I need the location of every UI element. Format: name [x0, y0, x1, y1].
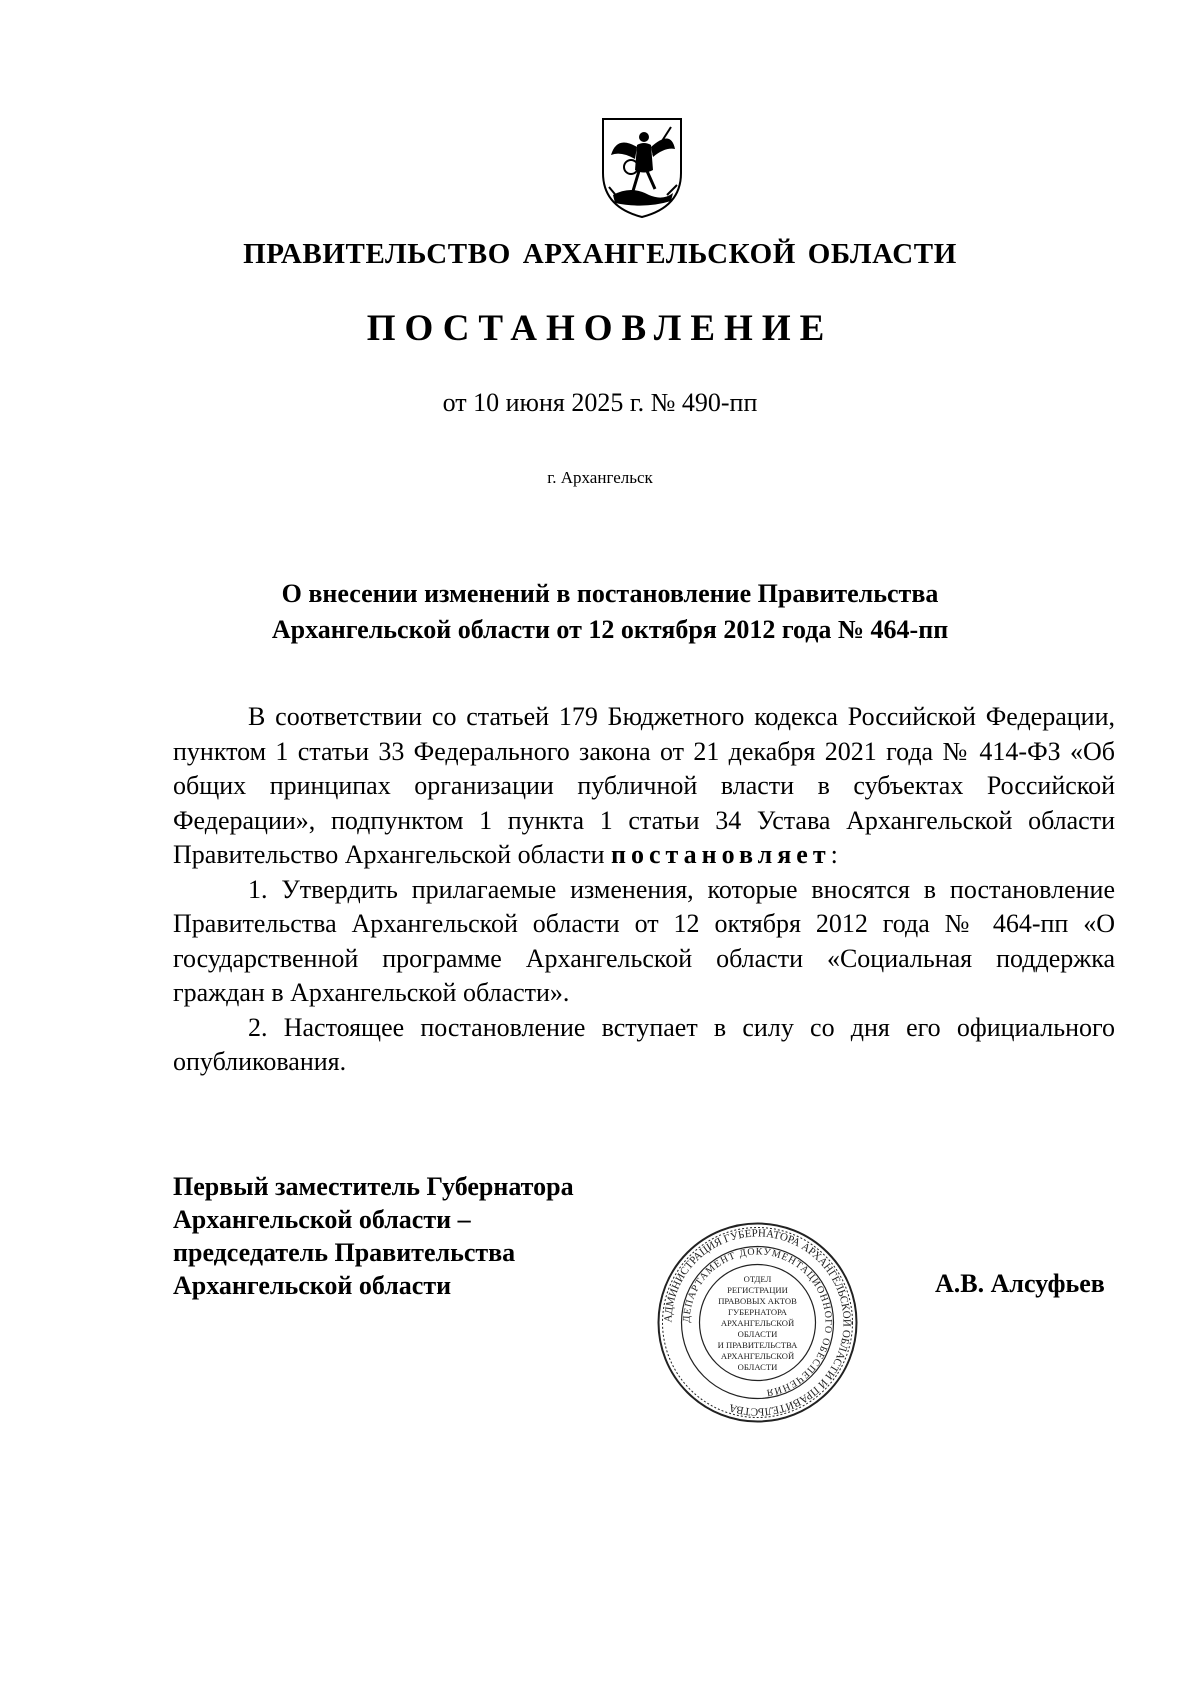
preamble-text: В соответствии со статьей 179 Бюджетного кодекса Российской Федерации, пунктом 1 статьи 33 Федерального закона от 21 декабря 2021 года № 414-ФЗ «Об общих принципах организации публичной власти в субъектах Российской Федерации», подпунктом 1 пункта 1 статьи 34 Устава Архангельской области Правительство Архангельской области	[173, 702, 1115, 869]
document-type: ПОСТАНОВЛЕНИЕ	[366, 308, 834, 349]
title-line-2: Архангельской области от 12 октября 2012 года № 464-пп	[271, 615, 949, 644]
stamp-center-line: И ПРАВИТЕЛЬСТВА	[717, 1340, 798, 1350]
decree-word: постановляет	[611, 840, 831, 869]
stamp-center-line: ПРАВОВЫХ АКТОВ	[718, 1296, 797, 1306]
stamp-outer-text: АДМИНИСТРАЦИЯ ГУБЕРНАТОРА АРХАНГЕЛЬСКОЙ ОБЛАСТИ И ПРАВИТЕЛЬСТВА	[662, 1227, 853, 1418]
stamp-center-line: ГУБЕРНАТОРА	[728, 1307, 787, 1317]
stamp-inner-text: ДЕПАРТАМЕНТ ДОКУМЕНТАЦИОННОГО ОБЕСПЕЧЕНИЯ	[681, 1246, 834, 1399]
document-body	[173, 700, 1115, 1080]
stamp-center-line: АРХАНГЕЛЬСКОЙ	[720, 1351, 795, 1361]
stamp-center-line: ОБЛАСТИ	[737, 1362, 778, 1372]
position-line: Архангельской области –	[173, 1205, 471, 1234]
official-stamp	[655, 1220, 860, 1425]
stamp-center-line: ОБЛАСТИ	[737, 1329, 778, 1339]
document-title	[160, 576, 1060, 648]
archangel-coat-of-arms-icon	[597, 115, 687, 220]
item-2-paragraph: 2. Настоящее постановление вступает в силу со дня его официального опубликования.	[173, 1012, 1115, 1076]
stamp-center-line: ОТДЕЛ	[743, 1274, 772, 1284]
title-line-1: О внесении изменений в постановление Правительства	[281, 579, 939, 608]
decree-colon: :	[830, 840, 838, 869]
position-line: Первый заместитель Губернатора	[173, 1172, 574, 1201]
stamp-center-line: АРХАНГЕЛЬСКОЙ	[720, 1318, 795, 1328]
stamp-center-line: РЕГИСТРАЦИИ	[727, 1285, 788, 1295]
organization-name: ПРАВИТЕЛЬСТВО АРХАНГЕЛЬСКОЙ ОБЛАСТИ	[243, 238, 957, 270]
document-city: г. Архангельск	[547, 468, 653, 487]
signatory-position	[173, 1170, 574, 1302]
preamble-paragraph	[173, 700, 1115, 873]
position-line: Архангельской области	[173, 1271, 452, 1300]
coat-of-arms-emblem	[597, 115, 687, 220]
signatory-name: А.В. Алсуфьев	[935, 1269, 1105, 1298]
item-1-paragraph: 1. Утвердить прилагаемые изменения, которые вносятся в постановление Правительства Архангельской области от 12 октября 2012 года № 464-пп «О государственной программе Архангельской области «Социальная поддержка граждан в Архангельской области».	[173, 874, 1115, 1007]
document-date-number: от 10 июня 2025 г. № 490-пп	[442, 388, 758, 417]
round-seal-icon	[655, 1220, 860, 1425]
position-line: председатель Правительства	[173, 1238, 516, 1267]
